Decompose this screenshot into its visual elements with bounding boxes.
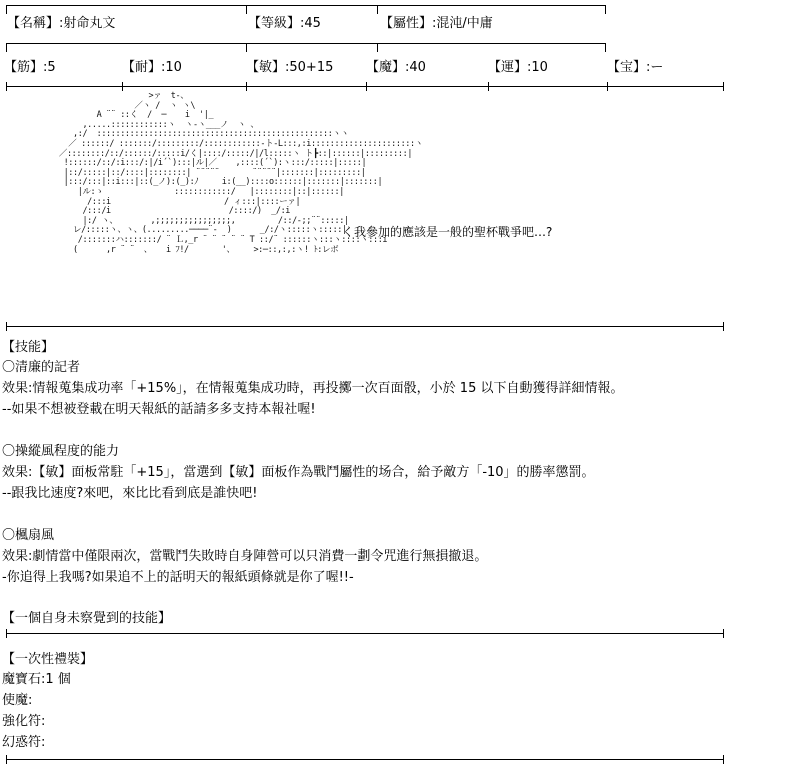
tick [377, 43, 378, 52]
tick [366, 82, 367, 91]
skill3-name: 〇楓扇風 [2, 528, 55, 543]
character-name: 【名稱】:射命丸文 [7, 16, 116, 31]
tick [122, 82, 123, 91]
stat-strength: 【筋】:5 [4, 60, 56, 75]
tick [6, 5, 7, 14]
stat-endurance: 【耐】:10 [122, 60, 182, 75]
tick [723, 629, 724, 638]
skill3-effect: 效果:劇情當中僅限兩次，當戰鬥失敗時自身陣營可以只消費一劃令咒進行無損撤退。 [2, 549, 488, 564]
tick [6, 43, 7, 52]
tick [246, 43, 247, 52]
tick [723, 322, 724, 331]
tick [246, 5, 247, 14]
tick [607, 82, 608, 91]
ascii-art-line: /:::/i /::::/) _/:i [40, 206, 291, 217]
unknown-skill-title: 【一個自身未察覺到的技能】 [2, 611, 172, 626]
stats-rule [6, 43, 606, 44]
skill1-quote: --如果不想被登載在明天報紙的話請多多支持本報社喔! [2, 402, 316, 417]
stat-luck: 【運】:10 [488, 60, 548, 75]
character-attribute: 【屬性】:混沌/中庸 [380, 16, 493, 31]
stat-noble-phantasm: 【宝】:ー [607, 60, 664, 75]
tick [488, 82, 489, 91]
ascii-art-line: ／ヽ / ヽ ヽ\ [40, 100, 196, 111]
tick [605, 5, 606, 14]
stat-mana: 【魔】:40 [366, 60, 426, 75]
ascii-art-line: A ¨¨ ::く / ─ i '|_ [40, 110, 214, 121]
tick [6, 322, 7, 331]
art-bottom-rule [6, 326, 724, 327]
speech-text: く我參加的應該是一般的聖杯戰爭吧…? [342, 225, 553, 239]
item-illusion-talisman: 幻惑符: [2, 735, 46, 750]
stat-agility: 【敏】:50+15 [246, 60, 334, 75]
item-enhance-talisman: 強化符: [2, 714, 46, 729]
tick [6, 629, 7, 638]
ascii-art-line: ( ,r ¨ ¨ 、 i ﾌ!/ '、 >:─::,:,:ヽ! ﾄ:レボ [40, 244, 339, 255]
ascii-art-line: ,.....::::::::::::ヽ ヽ-ヽ___ノ ヽ 、 [40, 119, 259, 130]
skill2-quote: --跟我比速度?來吧，來比比看到底是誰快吧! [2, 486, 258, 501]
tick [723, 755, 724, 764]
tick [246, 82, 247, 91]
skill2-name: 〇操縱風程度的能力 [2, 444, 120, 459]
character-level: 【等級】:45 [248, 16, 321, 31]
consumables-title: 【一次性禮裝】 [2, 652, 94, 667]
tick [723, 82, 724, 91]
skill1-name: 〇清廉的記者 [2, 360, 81, 375]
tick [6, 82, 7, 91]
ascii-art-line: ／::::::::/::/::::::/:::::i/く|::::/:::::/|/l:::::ヽ ト┣::|::::::|:::::::::| [40, 148, 413, 159]
ascii-art-line: >ァ t-、 [40, 91, 189, 101]
skill3-quote: -你追得上我嗎?如果追不上的話明天的報紙頭條就是你了喔!!- [2, 570, 354, 585]
ascii-art-line: /:::i / ィ:::|::::ーァ| [40, 196, 301, 207]
stats-bottom-rule [6, 86, 724, 87]
unknown-skill-rule [6, 633, 724, 634]
ascii-art-line: |::/:::::|::/::::|::::::::| ¨¨¨¨¨ ¨¨¨¨¨|:::::::|:::::::::| [40, 167, 366, 178]
tick [6, 755, 7, 764]
ascii-art-line: !::::::/::/:i:::/:|/i´`):::|ル|／ ,::::(´`):ヽ:::/:::::|:::::| [40, 158, 367, 169]
ascii-art-line: |:::/:::|::i:::|::(_ノ):(_):ﾉ i:(__)::::o::::::|:::::::|:::::::| [40, 177, 383, 188]
item-magic-gem: 魔寶石:1 個 [2, 672, 71, 687]
skill1-effect: 效果:情報蒐集成功率「+15%」，在情報蒐集成功時，再投擲一次百面骰，小於 15 以下自動獲得詳細情報。 [2, 381, 624, 396]
bottom-rule [6, 759, 724, 760]
skill2-effect: 效果:【敏】面板常駐「+15」，當選到【敏】面板作為戰鬥屬性的场合，給予敵方「-10」的勝率懲罰。 [2, 465, 595, 480]
skills-title: 【技能】 [2, 340, 55, 355]
tick [605, 43, 606, 52]
ascii-art-line: |:/ ヽ、 ,;;;;;;;;;;;;;;;;, /::/-;;¨¨:::::| [40, 215, 349, 226]
ascii-art-line: ／ ::::::/ :::::::/:::::::::/::::::::::::-ト-L:::,:i::::::::::::::::::::::ヽ [40, 138, 423, 149]
ascii-art-line: ,:/ ::::::::::::::::::::::::::::::::::::::::::::::::::ヽヽ [40, 129, 349, 140]
ascii-art-line: |ル:ゝ ::::::::::::/ |::::::::|::|::::::| [40, 186, 344, 197]
tick [377, 5, 378, 14]
top-rule [6, 5, 606, 6]
ascii-art-line: /:::::::ハ:::::::/ ¨ Ｌ,_r ¨ ¨ ¨ ¨ ¨ T ::/¨ ::::::ヽ:::ヽ::::ヽ:::i [40, 234, 388, 245]
ascii-art-line: レ/:::::ヽ、ヽ、(.........────¨- ) _/:/ヽ:::::ヽ:::::| [40, 225, 347, 236]
item-familiar: 使魔: [2, 693, 33, 708]
